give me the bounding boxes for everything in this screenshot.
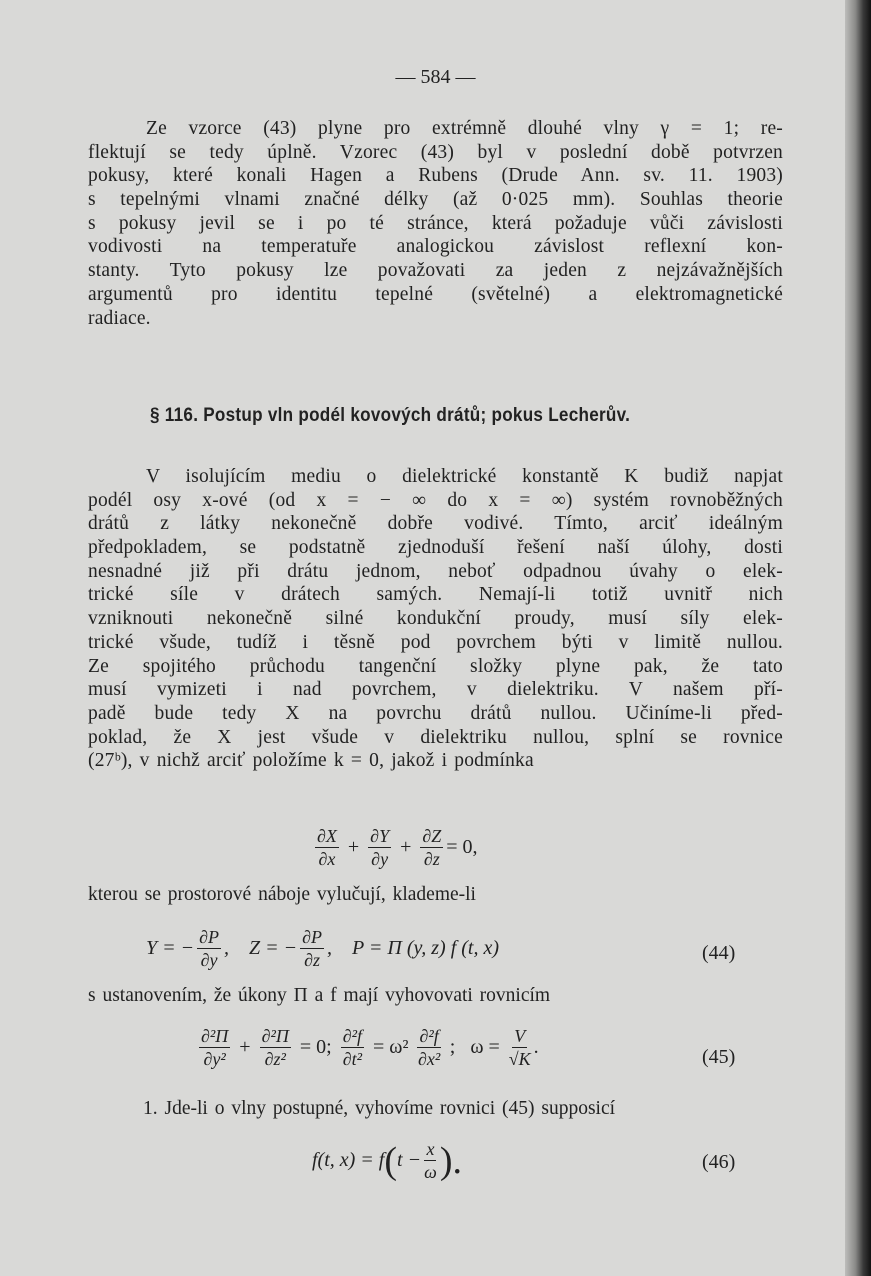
text-line: drátů z látky nekonečně dobře vodivé. Tímto, arciť ideálným bbox=[88, 513, 783, 535]
text-line: s pokusy jevil se i po té stránce, která požaduje vůči závislosti bbox=[88, 212, 783, 234]
text-line: 1. Jde-li o vlny postupné, vyhovíme rovnici (45) supposicí bbox=[143, 1098, 616, 1119]
text-line: podél osy x-ové (od x = − ∞ do x = ∞) systém rovnoběžných bbox=[88, 489, 783, 511]
equation-term: √K bbox=[508, 1049, 531, 1069]
equation-term: + bbox=[347, 836, 360, 858]
equation-term: ∂²f bbox=[419, 1026, 439, 1046]
equation-term: = 0, bbox=[446, 836, 478, 858]
equation-term: V bbox=[514, 1026, 526, 1046]
equation-term: + bbox=[400, 836, 412, 858]
equation-term: ∂y² bbox=[203, 1049, 226, 1069]
equation-term: , P = Π (y, z) f (t, x) bbox=[327, 937, 500, 959]
equation-number-46: (46) bbox=[702, 1151, 736, 1173]
equation-term: ∂²Π bbox=[201, 1026, 229, 1046]
text-line: flektují se tedy úplně. Vzorec (43) byl v poslední době potvrzen bbox=[88, 141, 783, 163]
text-line: poklad, že X jest všude v dielektriku nullou, splní se rovnice bbox=[88, 726, 783, 748]
text-line: V isolujícím mediu o dielektrické konstantě K budiž napjat bbox=[146, 466, 783, 487]
text-line: (27ᵇ), v nichž arciť položíme k = 0, jakož i podmínka bbox=[88, 750, 534, 772]
equation-term: x bbox=[426, 1139, 435, 1159]
paragraph-2 bbox=[88, 465, 783, 773]
equation-45 bbox=[196, 1025, 539, 1070]
paragraph-1 bbox=[88, 117, 783, 330]
equation-term: ∂x² bbox=[417, 1049, 441, 1069]
equation-term: ). bbox=[439, 1139, 462, 1182]
equation-term: ∂z² bbox=[264, 1049, 286, 1069]
section-heading: § 116. Postup vln podél kovových drátů; pokus Lecherův. bbox=[150, 405, 631, 426]
text-line: pokusy, které konali Hagen a Rubens (Drude Ann. sv. 11. 1903) bbox=[88, 165, 783, 187]
equation-term: ∂P bbox=[302, 927, 323, 947]
equation-term: ∂²Π bbox=[261, 1026, 289, 1046]
equation-term: ; ω = bbox=[449, 1036, 500, 1058]
text-line: trické všude, tudíž i těsně pod povrchem býti v limitě nullou. bbox=[88, 631, 783, 653]
equation-term: ∂Z bbox=[422, 826, 442, 846]
page-number: — 584 — bbox=[395, 66, 476, 88]
text-line: vzniknouti nekonečně silné kondukční proudy, musí síly elek- bbox=[88, 608, 783, 630]
page-edge bbox=[845, 0, 871, 1276]
equation-number-45: (45) bbox=[702, 1046, 736, 1068]
equation-term: ω bbox=[424, 1162, 437, 1182]
equation-term: f(t, x) = f bbox=[312, 1149, 385, 1171]
text-line: s ustanovením, že úkony Π a f mají vyhovovati rovnicím bbox=[88, 985, 551, 1006]
text-line: trické síle v drátech samých. Nemají-li totiž uvnitř nich bbox=[88, 584, 783, 606]
equation-term: ∂z bbox=[304, 950, 321, 970]
equation-term: ∂X bbox=[317, 826, 337, 846]
text-line: radiace. bbox=[88, 307, 151, 329]
equation-term: , Z = − bbox=[224, 937, 298, 959]
text-line: argumentů pro identitu tepelné (světelné) a elektromagnetické bbox=[88, 283, 783, 305]
text-line: Ze spojitého průchodu tangenční složky plyne pak, že tato bbox=[88, 655, 783, 677]
equation-term: . bbox=[533, 1036, 539, 1058]
text-line: musí vymizeti i nad povrchem, v dielektriku. V našem pří- bbox=[88, 679, 783, 701]
text-line: stanty. Tyto pokusy lze považovati za jeden z nejzávažnějších bbox=[88, 260, 783, 282]
equation-term: ∂y bbox=[200, 950, 218, 970]
equation-divergence bbox=[312, 825, 478, 870]
equation-44 bbox=[146, 926, 499, 971]
equation-term: ∂x bbox=[318, 849, 336, 869]
text-line: kterou se prostorové náboje vylučují, klademe-li bbox=[88, 884, 476, 905]
equation-term: ∂z bbox=[423, 849, 440, 869]
text-line: s tepelnými vlnami značné délky (až 0·025 mm). Souhlas theorie bbox=[88, 189, 783, 211]
text-line: předpokladem, se podstatně zjednoduší řešení naší úlohy, dosti bbox=[88, 537, 783, 559]
text-line: Ze vzorce (43) plyne pro extrémně dlouhé vlny γ = 1; re- bbox=[146, 118, 783, 139]
text-line: nesnadné již při drátu jednom, neboť odpadnou úvahy o elek- bbox=[88, 560, 783, 582]
equation-term: ∂Y bbox=[370, 826, 390, 846]
equation-46 bbox=[312, 1138, 462, 1183]
equation-term: t − bbox=[397, 1149, 422, 1171]
equation-term: + bbox=[239, 1036, 251, 1058]
equation-number-44: (44) bbox=[702, 942, 736, 964]
equation-term: ∂²f bbox=[342, 1026, 363, 1046]
equation-term: ∂t² bbox=[342, 1049, 363, 1069]
equation-term: = ω² bbox=[373, 1036, 409, 1058]
equation-term: Y = − bbox=[146, 937, 195, 959]
text-line: vodivosti na temperatuře analogickou závislost reflexní kon- bbox=[88, 236, 783, 258]
equation-term: ( bbox=[384, 1139, 398, 1182]
equation-term: ∂y bbox=[371, 849, 389, 869]
equation-term: = 0; bbox=[299, 1036, 332, 1058]
equation-term: ∂P bbox=[199, 927, 220, 947]
text-line: padě bude tedy X na povrchu drátů nullou. Učiníme-li před- bbox=[88, 702, 783, 724]
